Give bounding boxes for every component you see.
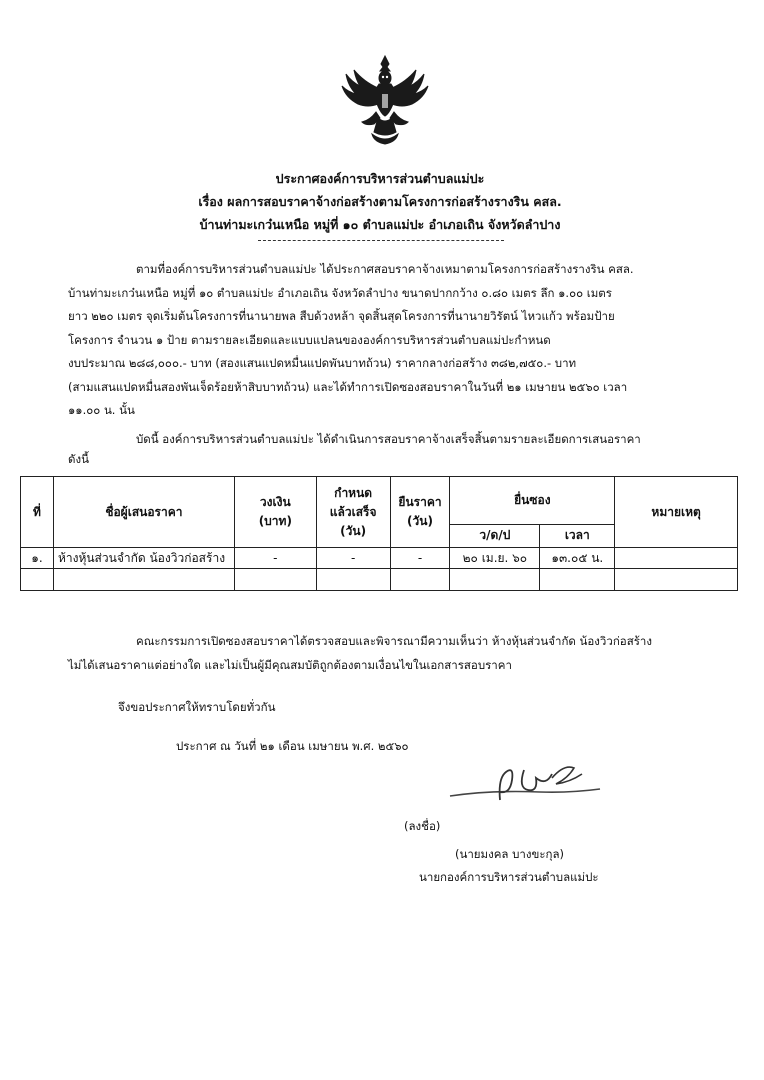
announcement-title: ประกาศองค์การบริหารส่วนตำบลแม่ปะ bbox=[275, 171, 485, 186]
cell-date: ๒๐ เม.ย. ๖๐ bbox=[450, 548, 540, 569]
col-header-deadline bbox=[316, 477, 390, 548]
cell-validity: - bbox=[390, 548, 450, 569]
cell-empty bbox=[21, 569, 54, 591]
paragraph-line: ตามที่องค์การบริหารส่วนตำบลแม่ปะ ได้ประกาศสอบราคาจ้างเหมาตามโครงการก่อสร้างรางริน คสล. bbox=[136, 262, 634, 276]
col-header-remark: หมายเหตุ bbox=[615, 477, 738, 548]
col-header-no: ที่ bbox=[21, 477, 54, 548]
signatory-name: (นายมงคล บางขะกุล) bbox=[455, 846, 565, 861]
paragraph-result-intro bbox=[68, 428, 708, 471]
table-row-empty bbox=[21, 569, 738, 591]
col-header-validity-line: (วัน) bbox=[407, 514, 433, 528]
table-row bbox=[21, 548, 738, 569]
paragraph-line: โครงการ จำนวน ๑ ป้าย ตามรายละเอียดและแบบแปลนขององค์การบริหารส่วนตำบลแม่ปะกำหนด bbox=[68, 332, 551, 347]
paragraph-committee-finding bbox=[68, 630, 708, 677]
col-header-deadline-line: กำหนด bbox=[334, 485, 373, 500]
handwritten-signature bbox=[440, 760, 610, 812]
signature-block bbox=[68, 815, 708, 890]
col-header-deadline-line: แล้วเสร็จ bbox=[329, 504, 377, 519]
col-header-deadline-line: (วัน) bbox=[340, 523, 367, 538]
announcement-location: บ้านท่ามะเกว๋นเหนือ หมู่ที่ ๑๐ ตำบลแม่ปะ อำเภอเถิน จังหวัดลำปาง bbox=[199, 217, 561, 232]
cell-amount: - bbox=[234, 548, 316, 569]
announcement-date bbox=[68, 735, 708, 759]
cell-empty bbox=[450, 569, 540, 591]
cell-time: ๑๓.๐๕ น. bbox=[540, 548, 615, 569]
closing-statement bbox=[68, 696, 708, 720]
col-header-bidder: ชื่อผู้เสนอราคา bbox=[53, 477, 234, 548]
cell-remark bbox=[615, 548, 738, 569]
cell-empty bbox=[234, 569, 316, 591]
cell-bidder: ห้างหุ้นส่วนจำกัด น้องวิวก่อสร้าง bbox=[53, 548, 234, 569]
cell-empty bbox=[540, 569, 615, 591]
cell-deadline: - bbox=[316, 548, 390, 569]
signatory-position: นายกองค์การบริหารส่วนตำบลแม่ปะ bbox=[419, 870, 599, 884]
signed-label: (ลงชื่อ) bbox=[404, 819, 441, 833]
cell-empty bbox=[316, 569, 390, 591]
cell-empty bbox=[390, 569, 450, 591]
col-header-amount bbox=[234, 477, 316, 548]
heading-divider bbox=[258, 240, 504, 241]
paragraph-line: ไม่ได้เสนอราคาแต่อย่างใด และไม่เป็นผู้มีคุณสมบัติถูกต้องตามเงื่อนไขในเอกสารสอบราคา bbox=[68, 657, 512, 672]
paragraph-line: ๑๑.๐๐ น. นั้น bbox=[68, 403, 135, 417]
cell-no: ๑. bbox=[21, 548, 54, 569]
col-header-submit: ยื่นซอง bbox=[450, 477, 615, 525]
table-header-row bbox=[21, 477, 738, 525]
paragraph-line: บัดนี้ องค์การบริหารส่วนตำบลแม่ปะ ได้ดำเนินการสอบราคาจ้างเสร็จสิ้นตามรายละเอียดการเสนอราคา bbox=[136, 432, 641, 446]
col-header-date: ว/ด/ป bbox=[450, 524, 540, 547]
cell-empty bbox=[53, 569, 234, 591]
paragraph-line: ยาว ๒๒๐ เมตร จุดเริ่มต้นโครงการที่นานายพล สืบด้วงหล้า จุดสิ้นสุดโครงการที่นานายวิรัตน์ ไหวแก้ว พร้อมป้าย bbox=[68, 309, 615, 323]
col-header-time: เวลา bbox=[540, 524, 615, 547]
col-header-validity bbox=[390, 477, 450, 548]
col-header-validity-line: ยืนราคา bbox=[398, 495, 442, 509]
col-header-amount-line: วงเงิน bbox=[259, 495, 291, 509]
garuda-emblem-icon bbox=[338, 54, 432, 146]
paragraph-line: บ้านท่ามะเกว๋นเหนือ หมู่ที่ ๑๐ ตำบลแม่ปะ อำเภอเถิน จังหวัดลำปาง ขนาดปากกว้าง ๐.๘๐ เมตร ลึก ๑.๐๐ เมตร bbox=[68, 285, 612, 300]
paragraph-line: (สามแสนแปดหมื่นสองพันเจ็ดร้อยห้าสิบบาทถ้วน) และได้ทำการเปิดซองสอบราคาในวันที่ ๒๑ เมษายน ๒๕๖๐ เวลา bbox=[68, 379, 628, 394]
cell-empty bbox=[615, 569, 738, 591]
bid-results-table bbox=[20, 476, 738, 591]
paragraph-line: ดังนี้ bbox=[68, 451, 89, 466]
paragraph-background bbox=[68, 258, 708, 423]
col-header-amount-line: (บาท) bbox=[258, 514, 292, 528]
announcement-subject: เรื่อง ผลการสอบราคาจ้างก่อสร้างตามโครงการก่อสร้างรางริน คสล. bbox=[198, 194, 562, 209]
paragraph-line: งบประมาณ ๒๘๘,๐๐๐.- บาท (สองแสนแปดหมื่นแปดพันบาทถ้วน) ราคากลางก่อสร้าง ๓๘๒,๗๕๐.- บาท bbox=[68, 356, 577, 370]
date-line: ประกาศ ณ วันที่ ๒๑ เดือน เมษายน พ.ศ. ๒๕๖๐ bbox=[176, 739, 409, 753]
paragraph-line: คณะกรรมการเปิดซองสอบราคาได้ตรวจสอบและพิจารณามีความเห็นว่า ห้างหุ้นส่วนจำกัด น้องวิวก่อสร้าง bbox=[136, 634, 652, 648]
closing-line: จึงขอประกาศให้ทราบโดยทั่วกัน bbox=[118, 700, 276, 714]
